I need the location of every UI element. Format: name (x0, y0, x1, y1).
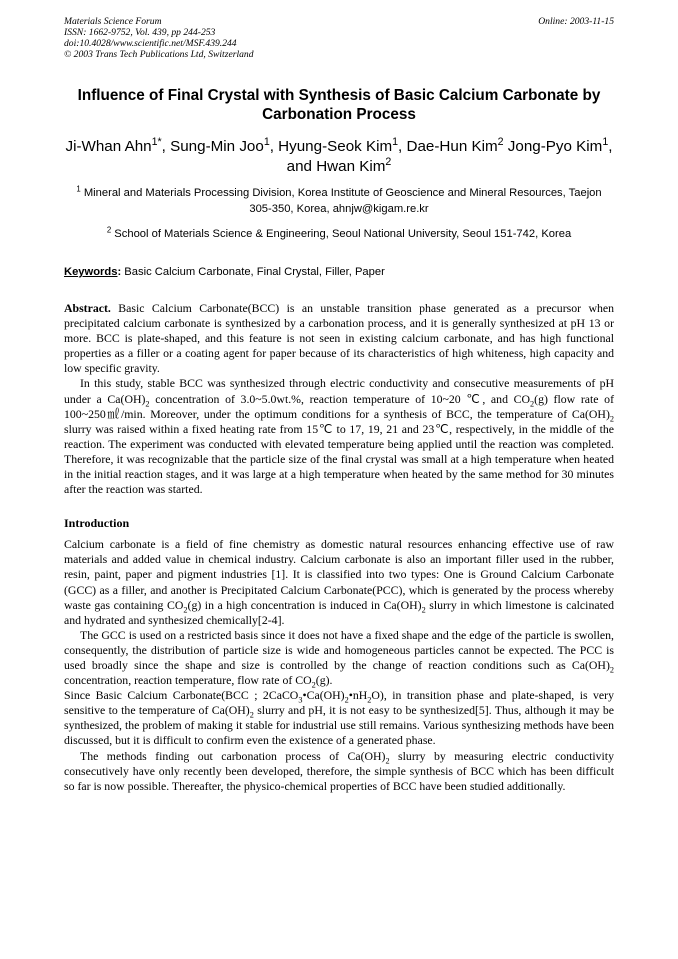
author-name: , Hyung-Seok Kim (269, 138, 393, 155)
author-name: , Dae-Hun Kim (398, 138, 498, 155)
affiliation-2 (64, 226, 614, 242)
text-run: slurry was raised within a fixed heating rate from 15℃ to 17, 19, 21 and 23℃, respectively, in the middle of the reaction. The experiment was conducted with elevated temperature being applied until the reaction was completed. Therefore, it was recognizable that the particle size of the final crystal was small at a high temperature when heated in the initial reaction stages, and it was large at a high temperature when heated by the same method for 30 minutes after the reaction was started. (64, 421, 614, 497)
section-heading-introduction: Introduction (64, 516, 130, 531)
text-run: slurry in which limestone is calcinated and hydrated and synthesized chemically[2-4]. (64, 597, 614, 627)
text-run: slurry and pH, it is not easy to be synthesized[5]. Thus, although it may be synthesized, the problem of making it stable for industrial use still remains. Various synthesizing methods have been discussed, but it is difficult to confirm even the existence of a generated phase. (64, 703, 614, 748)
author-affil-mark: 2 (497, 135, 504, 148)
author-affil-mark: 2 (385, 155, 392, 168)
intro-paragraph-3 (64, 688, 614, 748)
text-run: concentration, reaction temperature, flow rate of CO (64, 673, 312, 688)
abstract-label: Abstract. (64, 301, 111, 315)
keywords-colon: : (117, 266, 122, 278)
subscript: 2 (385, 755, 390, 765)
author-affil-mark: 1 (263, 135, 270, 148)
affil-text: Mineral and Materials Processing Division, Korea Institute of Geoscience and Mineral Resources, Taejon 305-350, Korea, ahnjw@kigam.re.kr (80, 187, 602, 215)
text-run: The GCC is used on a restricted basis since it does not have a fixed shape and the edge of the particle is swollen, consequently, the distribution of particle size is wide and homogeneous particles cannot be expected. The PCC is used broadly since the shape and size is controlled by the change of reaction conditions such as Ca(OH) (64, 627, 614, 672)
text-run: In this study, stable BCC was synthesized through electric conductivity and consecutive measurements of pH under a Ca(OH) (64, 376, 614, 406)
affil-mark: 2 (106, 225, 112, 235)
affiliation-1 (64, 185, 614, 217)
text-run: (g) flow rate of 100~250㎖/min. Moreover, under the optimum conditions for a synthesis of BCC, the temperature of Ca(OH) (64, 391, 615, 421)
subscript: 2 (609, 414, 614, 424)
journal-doi: doi:10.4028/www.scientific.net/MSF.439.244 (64, 38, 237, 49)
intro-paragraph-1 (64, 537, 614, 628)
subscript: 2 (311, 680, 316, 690)
subscript: 2 (249, 710, 254, 720)
subscript: 2 (609, 665, 614, 675)
author-affil-mark: 1 (392, 135, 399, 148)
affil-mark: 1 (76, 184, 81, 194)
subscript: 2 (421, 604, 426, 614)
text-run: O), in transition phase and plate-shaped, is very sensitive to the temperature of Ca(OH) (64, 688, 614, 718)
subscript: 2 (530, 398, 535, 408)
text-run: (g). (315, 673, 333, 688)
text-run: (g) in a high concentration is induced in Ca(OH) (187, 597, 422, 612)
text-run: slurry by measuring electric conductivity consecutively have only recently been developed, therefore, the simple synthesis of BCC which has been difficult so far is now possible. Thereafter, the physico-chemical properties of BCC have been studied additionally. (64, 748, 614, 793)
subscript: 2 (183, 604, 188, 614)
intro-paragraph-4 (64, 749, 614, 794)
author-name: Jong-Pyo Kim (503, 138, 603, 155)
author-list (64, 137, 614, 177)
author-affil-mark: 1* (151, 135, 162, 148)
keywords-text: Basic Calcium Carbonate, Final Crystal, Filler, Paper (121, 266, 385, 278)
journal-copyright: © 2003 Trans Tech Publications Ltd, Switzerland (64, 49, 254, 60)
journal-info (64, 16, 254, 60)
journal-header (64, 16, 614, 60)
abstract-paragraph-1 (64, 301, 614, 376)
text-run: The methods finding out carbonation process of Ca(OH) (80, 748, 386, 763)
online-date: Online: 2003-11-15 (538, 16, 614, 27)
text-run: Since Basic Calcium Carbonate(BCC ; 2CaCO (64, 688, 299, 703)
affil-text: School of Materials Science & Engineering, Seoul National University, Seoul 151-742, Korea (111, 228, 572, 240)
subscript: 2 (145, 398, 150, 408)
text-run: •Ca(OH) (302, 688, 345, 703)
author-name: , and Hwan Kim (286, 138, 613, 175)
text-run: Calcium carbonate is a field of fine chemistry as domestic natural resources enhancing effective use of raw materials and added value in chemical industry. Calcium carbonate is also an important filler used in the rubber, resin, paint, paper and pigment industries [1]. It is classified into two types: One is Ground Calcium Carbonate (GCC) as a filler, and another is Precipitated Calcium Carbonate(PCC), which is generated by the process whereby waste gas containing CO (64, 537, 614, 612)
subscript: 2 (367, 695, 372, 705)
journal-issn: ISSN: 1662-9752, Vol. 439, pp 244-253 (64, 27, 216, 38)
paper-title: Influence of Final Crystal with Synthesis of Basic Calcium Carbonate by Carbonation Process (77, 87, 601, 123)
abstract-paragraph-2 (64, 376, 614, 497)
subscript: 3 (298, 695, 303, 705)
abstract-text: Basic Calcium Carbonate(BCC) is an unstable transition phase generated as a precursor when precipitated calcium carbonate is synthesized by a carbonation process, and it is generally synthesized at pH 13 or more. BCC is plate-shaped, and this feature is not seen in existing calcium carbonate, and has high functional properties as a filler or a coating agent for paper because of its characteristics of high whiteness, high capacity and low specific gravity. (64, 301, 614, 376)
author-name: , Sung-Min Joo (161, 138, 264, 155)
keywords-label: Keywords (64, 266, 118, 278)
subscript: 2 (344, 695, 349, 705)
text-run: •nH (348, 688, 368, 703)
journal-name: Materials Science Forum (64, 16, 162, 27)
author-name: Ji-Whan Ahn (65, 138, 152, 155)
keywords-line (64, 265, 614, 279)
text-run: concentration of 3.0~5.0wt.%, reaction temperature of 10~20 ℃, and CO (149, 391, 531, 406)
intro-paragraph-2 (64, 628, 614, 688)
author-affil-mark: 1 (602, 135, 609, 148)
